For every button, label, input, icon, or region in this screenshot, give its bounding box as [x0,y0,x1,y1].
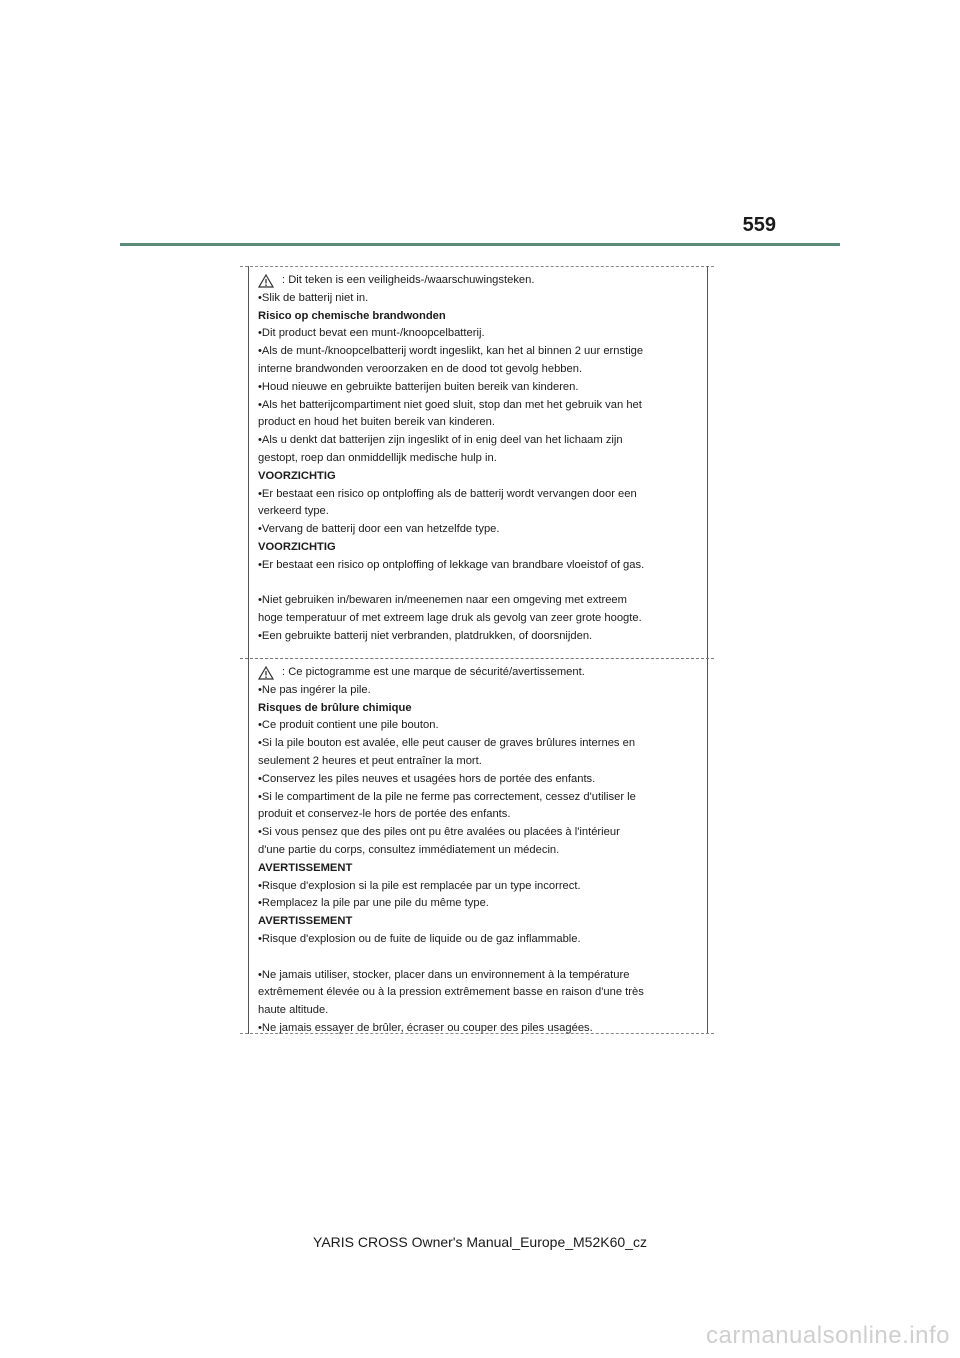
french-warning-text [258,682,704,1038]
warning-line: •Een gebruikte batterij niet verbranden, platdrukken, of doorsnijden. [258,629,593,642]
page-number: 559 [742,214,776,236]
warning-line: haute altitude. [258,1004,329,1017]
blank-line [258,949,704,967]
dutch-warning-symbol-line [258,272,704,290]
warning-line: •Remplacez la pile par une pile du même type. [258,897,489,910]
warning-heading: AVERTISSEMENT [258,861,353,874]
warning-line: •Si vous pensez que des piles ont pu être avalées ou placées à l'intérieur [258,826,620,839]
warning-heading: Risques de brûlure chimique [258,701,412,714]
warning-line: product en houd het buiten bereik van kinderen. [258,416,495,429]
dutch-warning-text [258,290,704,646]
warning-heading: VOORZICHTIG [258,540,336,553]
warning-line: extrêmement élevée ou à la pression extrêmement basse en raison d'une très [258,986,644,999]
warning-line: interne brandwonden veroorzaken en de dood tot gevolg hebben. [258,362,583,375]
manual-footer: YARIS CROSS Owner's Manual_Europe_M52K60_cz [313,1234,647,1250]
warning-line: •Conservez les piles neuves et usagées hors de portée des enfants. [258,772,596,785]
warning-line: •Ne jamais utiliser, stocker, placer dans un environnement à la température [258,968,630,981]
scan-left-edge [248,266,249,1034]
warning-line: •Niet gebruiken in/bewaren in/meenemen naar een omgeving met extreem [258,594,627,607]
warning-line: •Er bestaat een risico op ontploffing als de batterij wordt vervangen door een [258,487,637,500]
warning-heading: Risico op chemische brandwonden [258,309,446,322]
warning-line: produit et conservez-le hors de portée des enfants. [258,808,511,821]
scan-top-edge [240,266,714,267]
watermark-logo: carmanualsonline.info [706,1322,950,1349]
warning-line: seulement 2 heures et peut entraîner la mort. [258,754,482,767]
warning-line: verkeerd type. [258,505,329,518]
warning-triangle-icon [258,274,274,288]
warning-line: •Ce produit contient une pile bouton. [258,719,439,732]
warning-triangle-icon [258,666,274,680]
french-warning-symbol-line [258,664,704,682]
warning-line: •Slik de batterij niet in. [258,291,369,304]
warning-line: •Si la pile bouton est avalée, elle peut causer de graves brûlures internes en [258,737,636,750]
warning-line: hoge temperatuur of met extreem lage druk als gevolg van zeer grote hoogte. [258,612,642,625]
dutch-warning-section [258,272,704,646]
warning-line: •Er bestaat een risico op ontploffing of lekkage van brandbare vloeistof of gas. [258,558,645,571]
warning-heading: VOORZICHTIG [258,469,336,482]
blank-line [258,575,704,593]
warning-line: •Dit product bevat een munt-/knoopcelbatterij. [258,327,485,340]
warning-line: •Vervang de batterij door een van hetzelfde type. [258,523,500,536]
language-divider [240,658,714,659]
warning-line: •Als het batterijcompartiment niet goed sluit, stop dan met het gebruik van het [258,398,642,411]
french-warning-section [258,664,704,1038]
warning-line: •Risque d'explosion ou de fuite de liquide ou de gaz inflammable. [258,932,581,945]
warning-line: •Ne pas ingérer la pile. [258,683,371,696]
warning-line: gestopt, roep dan onmiddellijk medische hulp in. [258,451,497,464]
warning-line: •Ne jamais essayer de brûler, écraser ou couper des piles usagées. [258,1021,593,1034]
battery-warning-label-scan [240,264,714,1036]
warning-line: d'une partie du corps, consultez immédiatement un médecin. [258,843,560,856]
warning-line: •Als u denkt dat batterijen zijn ingeslikt of in enig deel van het lichaam zijn [258,434,623,447]
warning-line: •Als de munt-/knoopcelbatterij wordt ingeslikt, kan het al binnen 2 uur ernstige [258,345,644,358]
header-rule [120,243,840,246]
warning-line: •Houd nieuwe en gebruikte batterijen buiten bereik van kinderen. [258,380,579,393]
warning-line: •Risque d'explosion si la pile est remplacée par un type incorrect. [258,879,581,892]
french-warning-symbol-text: : Ce pictogramme est une marque de sécurité/avertissement. [282,666,585,678]
warning-heading: AVERTISSEMENT [258,915,353,928]
warning-line: •Si le compartiment de la pile ne ferme pas correctement, cessez d'utiliser le [258,790,636,803]
dutch-warning-symbol-text: : Dit teken is een veiligheids-/waarschuwingsteken. [282,274,535,286]
scan-right-edge [707,266,708,1034]
